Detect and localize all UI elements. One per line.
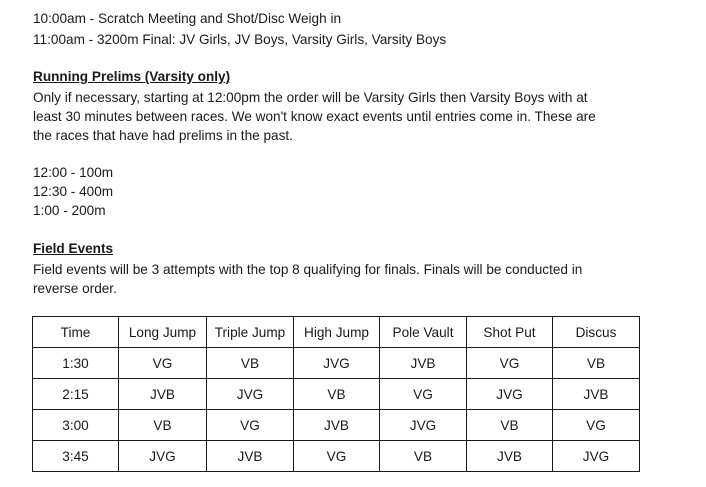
field-events-table	[32, 316, 640, 472]
table-cell: VG	[294, 441, 380, 472]
prelim-time-400m: 12:30 - 400m	[33, 184, 114, 199]
table-cell: VB	[294, 379, 380, 410]
table-cell: 3:45	[33, 441, 119, 472]
table-cell: JVB	[380, 348, 467, 379]
table-cell: JVB	[207, 441, 294, 472]
table-cell: VB	[380, 441, 467, 472]
table-row	[33, 379, 640, 410]
table-cell: VG	[207, 410, 294, 441]
table-cell: VG	[553, 410, 640, 441]
table-cell: 1:30	[33, 348, 119, 379]
table-cell: VB	[119, 410, 207, 441]
prelim-time-200m: 1:00 - 200m	[33, 203, 106, 218]
table-row	[33, 410, 640, 441]
table-cell: 2:15	[33, 379, 119, 410]
prelims-paragraph-line: the races that have had prelims in the past.	[33, 128, 293, 143]
table-cell: 3:00	[33, 410, 119, 441]
header-time: Time	[33, 317, 119, 348]
prelims-paragraph-line: least 30 minutes between races. We won't know exact events until entries come in. These are	[33, 109, 596, 124]
table-cell: JVG	[380, 410, 467, 441]
table-cell: VB	[467, 410, 553, 441]
table-cell: VB	[553, 348, 640, 379]
table-cell: JVG	[553, 441, 640, 472]
header-shot-put: Shot Put	[467, 317, 553, 348]
table-cell: JVG	[294, 348, 380, 379]
table-cell: VG	[380, 379, 467, 410]
field-events-paragraph-line: reverse order.	[33, 281, 117, 296]
table-row	[33, 348, 640, 379]
header-long-jump: Long Jump	[119, 317, 207, 348]
table-cell: JVG	[467, 379, 553, 410]
table-cell: JVB	[119, 379, 207, 410]
header-discus: Discus	[553, 317, 640, 348]
table-header-row	[33, 317, 640, 348]
table-cell: JVB	[467, 441, 553, 472]
table-cell: JVB	[553, 379, 640, 410]
header-pole-vault: Pole Vault	[380, 317, 467, 348]
schedule-line-3200m: 11:00am - 3200m Final: JV Girls, JV Boys, Varsity Girls, Varsity Boys	[33, 32, 447, 47]
header-triple-jump: Triple Jump	[207, 317, 294, 348]
table-cell: JVG	[119, 441, 207, 472]
header-high-jump: High Jump	[294, 317, 380, 348]
table-cell: JVB	[294, 410, 380, 441]
table-row	[33, 441, 640, 472]
table-cell: VB	[207, 348, 294, 379]
field-events-heading: Field Events	[33, 241, 114, 256]
prelims-paragraph-line: Only if necessary, starting at 12:00pm the order will be Varsity Girls then Varsity Boys with at	[33, 90, 588, 105]
table-cell: VG	[467, 348, 553, 379]
table-cell: VG	[119, 348, 207, 379]
schedule-line-scratch: 10:00am - Scratch Meeting and Shot/Disc Weigh in	[33, 11, 342, 26]
prelims-heading: Running Prelims (Varsity only)	[33, 69, 231, 84]
field-events-paragraph-line: Field events will be 3 attempts with the top 8 qualifying for finals. Finals will be conducted in	[33, 262, 583, 277]
table-cell: JVG	[207, 379, 294, 410]
prelim-time-100m: 12:00 - 100m	[33, 165, 114, 180]
